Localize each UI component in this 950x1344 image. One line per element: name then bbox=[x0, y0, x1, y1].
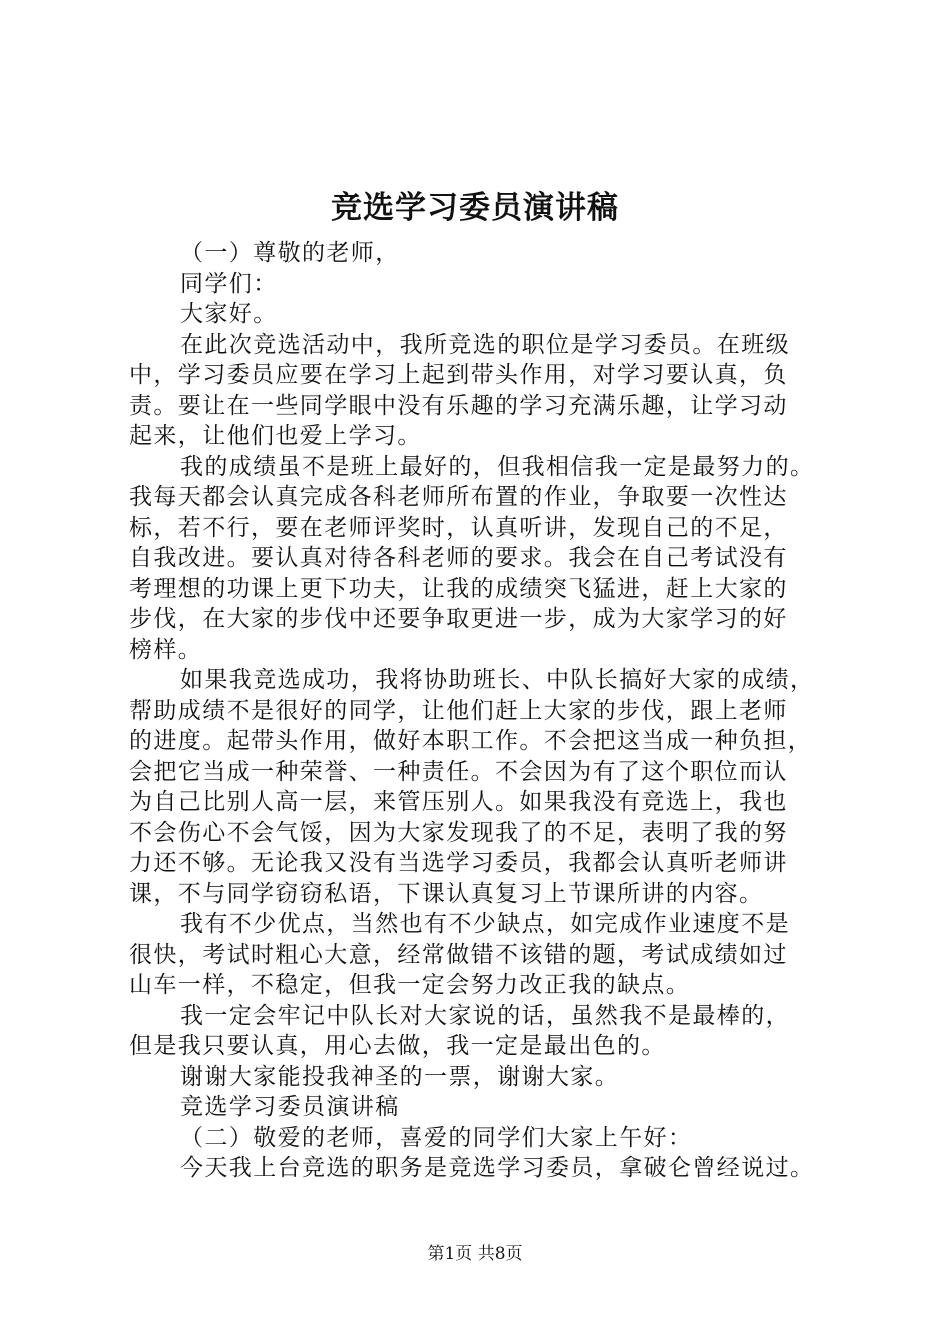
text-line: 的进度。起带头作用，做好本职工作。不会把这当成一种负担， bbox=[129, 728, 813, 754]
page-footer: 第1页 共8页 bbox=[427, 1244, 523, 1264]
text-line: 谢谢大家能投我神圣的一票，谢谢大家。 bbox=[180, 1063, 620, 1090]
text-line: 责。要让在一些同学眼中没有乐趣的学习充满乐趣，让学习动 bbox=[129, 392, 788, 419]
text-line: 我每天都会认真完成各科老师所布置的作业，争取要一次性达 bbox=[129, 484, 788, 510]
text-line: 竞选学习委员演讲稿 bbox=[180, 1094, 400, 1120]
text-line: 中，学习委员应要在学习上起到带头作用，对学习要认真，负 bbox=[129, 362, 788, 388]
text-line: 榜样。 bbox=[129, 636, 203, 663]
text-line: 同学们： bbox=[180, 270, 278, 297]
text-line: 很快，考试时粗心大意，经常做错不该错的题，考试成绩如过 bbox=[129, 941, 788, 968]
text-line: 我一定会牢记中队长对大家说的话，虽然我不是最棒的， bbox=[180, 1002, 790, 1029]
text-line: （二）敬爱的老师，喜爱的同学们大家上午好： bbox=[180, 1124, 693, 1151]
text-line: （一）尊敬的老师， bbox=[180, 240, 400, 266]
text-line: 标，若不行，要在老师评奖时，认真听讲，发现自己的不足， bbox=[129, 514, 788, 541]
text-line: 不会伤心不会气馁，因为大家发现我了的不足，表明了我的努 bbox=[129, 819, 788, 846]
text-line: 起来，让他们也爱上学习。 bbox=[129, 423, 422, 449]
text-line: 自我改进。要认真对待各科老师的要求。我会在自己考试没有 bbox=[129, 545, 788, 571]
text-line: 力还不够。无论我又没有当选学习委员，我都会认真听老师讲 bbox=[129, 850, 788, 876]
text-line: 帮助成绩不是很好的同学，让他们赶上大家的步伐，跟上老师 bbox=[129, 697, 788, 724]
text-line: 今天我上台竞选的职务是竞选学习委员，拿破仑曾经说过。 bbox=[180, 1155, 815, 1181]
text-line: 考理想的功课上更下功夫，让我的成绩突飞猛进，赶上大家的 bbox=[129, 575, 788, 602]
text-line: 在此次竞选活动中，我所竞选的职位是学习委员。在班级 bbox=[180, 331, 790, 358]
text-line: 山车一样，不稳定，但我一定会努力改正我的缺点。 bbox=[129, 972, 691, 998]
text-line: 我有不少优点，当然也有不少缺点，如完成作业速度不是 bbox=[180, 911, 790, 937]
text-line: 如果我竞选成功，我将协助班长、中队长搞好大家的成绩， bbox=[180, 667, 815, 693]
text-line: 会把它当成一种荣誉、一种责任。不会因为有了这个职位而认 bbox=[129, 758, 788, 785]
text-line: 为自己比别人高一层，来管压别人。如果我没有竞选上，我也 bbox=[129, 789, 788, 815]
text-line: 步伐，在大家的步伐中还要争取更进一步，成为大家学习的好 bbox=[129, 606, 788, 632]
text-line: 课，不与同学窃窃私语，下课认真复习上节课所讲的内容。 bbox=[129, 880, 764, 907]
document-title: 竞选学习委员演讲稿 bbox=[331, 190, 619, 226]
text-line: 大家好。 bbox=[180, 301, 278, 327]
document-body bbox=[129, 238, 849, 1184]
text-line: 但是我只要认真，用心去做，我一定是最出色的。 bbox=[129, 1033, 666, 1059]
text-line: 我的成绩虽不是班上最好的，但我相信我一定是最努力的。 bbox=[180, 453, 815, 480]
